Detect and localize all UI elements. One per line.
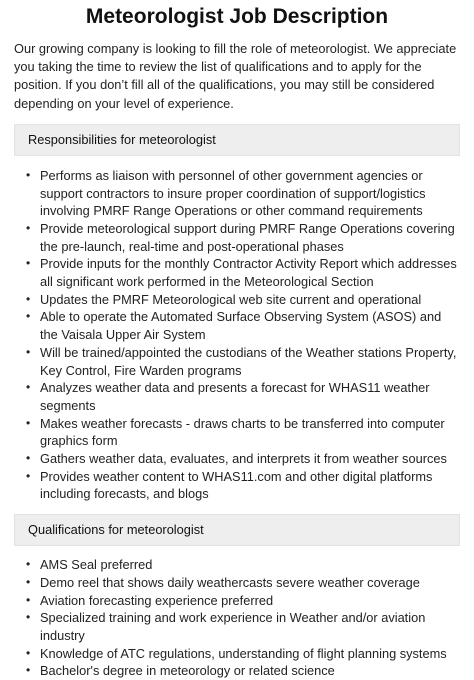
list-item xyxy=(26,592,460,610)
list-item xyxy=(26,645,460,663)
list-item-text: Provide meteorological support during PMRF Range Operations covering the pre-launch, real-time and post-operational phases xyxy=(40,220,455,254)
list-item-text: Provides weather content to WHAS11.com and other digital platforms including forecasts, and blogs xyxy=(40,468,433,502)
list-item xyxy=(26,415,460,450)
list-item xyxy=(26,662,460,680)
bullet-icon: • xyxy=(26,645,31,660)
list-item-text: Demo reel that shows daily weathercasts severe weather coverage xyxy=(40,574,420,590)
bullet-icon: • xyxy=(26,309,31,324)
bullet-icon: • xyxy=(26,380,31,395)
list-item-text: Bachelor's degree in meteorology or related science xyxy=(40,663,335,679)
list-item-text: Analyzes weather data and presents a forecast for WHAS11 weather segments xyxy=(40,380,430,413)
bullet-icon: • xyxy=(26,610,31,625)
bullet-icon: • xyxy=(26,592,31,607)
list-item-text: Makes weather forecasts - draws charts to be transferred into computer graphics form xyxy=(40,415,445,449)
list-item xyxy=(26,291,460,309)
list-item-text: Aviation forecasting experience preferred xyxy=(40,592,274,608)
list-item-text: Provide inputs for the monthly Contractor Activity Report which addresses all significant work performed in the Meteorological Section xyxy=(40,256,457,290)
list-item-text: AMS Seal preferred xyxy=(40,557,153,573)
list-item-text: Gathers weather data, evaluates, and interprets it from weather sources xyxy=(40,451,447,467)
list-item xyxy=(26,344,460,379)
qualifications-list xyxy=(14,556,460,680)
bullet-icon: • xyxy=(26,220,31,235)
bullet-icon: • xyxy=(26,574,31,589)
list-item-text: Updates the PMRF Meteorological web site current and operational xyxy=(40,291,422,307)
list-item xyxy=(26,468,460,503)
list-item xyxy=(26,379,460,414)
bullet-icon: • xyxy=(26,663,31,678)
page-title: Meteorologist Job Description xyxy=(85,5,389,28)
bullet-icon: • xyxy=(26,557,31,572)
bullet-icon: • xyxy=(26,291,31,306)
list-item xyxy=(26,574,460,592)
list-item-text: Performs as liaison with personnel of other government agencies or support contractors to insure proper coordination of support/logistics involving PMRF Range Operations or other command requirements xyxy=(40,167,426,219)
list-item-text: Will be trained/appointed the custodians of the Weather stations Property, Key Control, Fire Warden programs xyxy=(40,344,457,378)
bullet-icon: • xyxy=(26,468,31,483)
list-item xyxy=(26,255,460,290)
bullet-icon: • xyxy=(26,167,31,182)
list-item xyxy=(26,450,460,468)
list-item xyxy=(26,167,460,220)
bullet-icon: • xyxy=(26,415,31,430)
responsibilities-header: Responsibilities for meteorologist xyxy=(14,124,460,156)
list-item-text: Knowledge of ATC regulations, understanding of flight planning systems xyxy=(40,645,447,661)
qualifications-header: Qualifications for meteorologist xyxy=(14,514,460,546)
list-item xyxy=(26,308,460,343)
list-item-text: Able to operate the Automated Surface Observing System (ASOS) and the Vaisala Upper Air System xyxy=(40,309,442,343)
bullet-icon: • xyxy=(26,256,31,271)
bullet-icon: • xyxy=(26,344,31,359)
list-item-text: Specialized training and work experience in Weather and/or aviation industry xyxy=(40,610,426,643)
list-item xyxy=(26,220,460,255)
list-item xyxy=(26,609,460,644)
intro-paragraph: Our growing company is looking to fill the role of meteorologist. We appreciate you taking the time to review the list of qualifications and to apply for the position. If you don’t fill all of the qualifications, you may still be considered depending on your level of experience. xyxy=(14,41,457,111)
bullet-icon: • xyxy=(26,451,31,466)
responsibilities-list xyxy=(14,167,460,503)
list-item xyxy=(26,556,460,574)
